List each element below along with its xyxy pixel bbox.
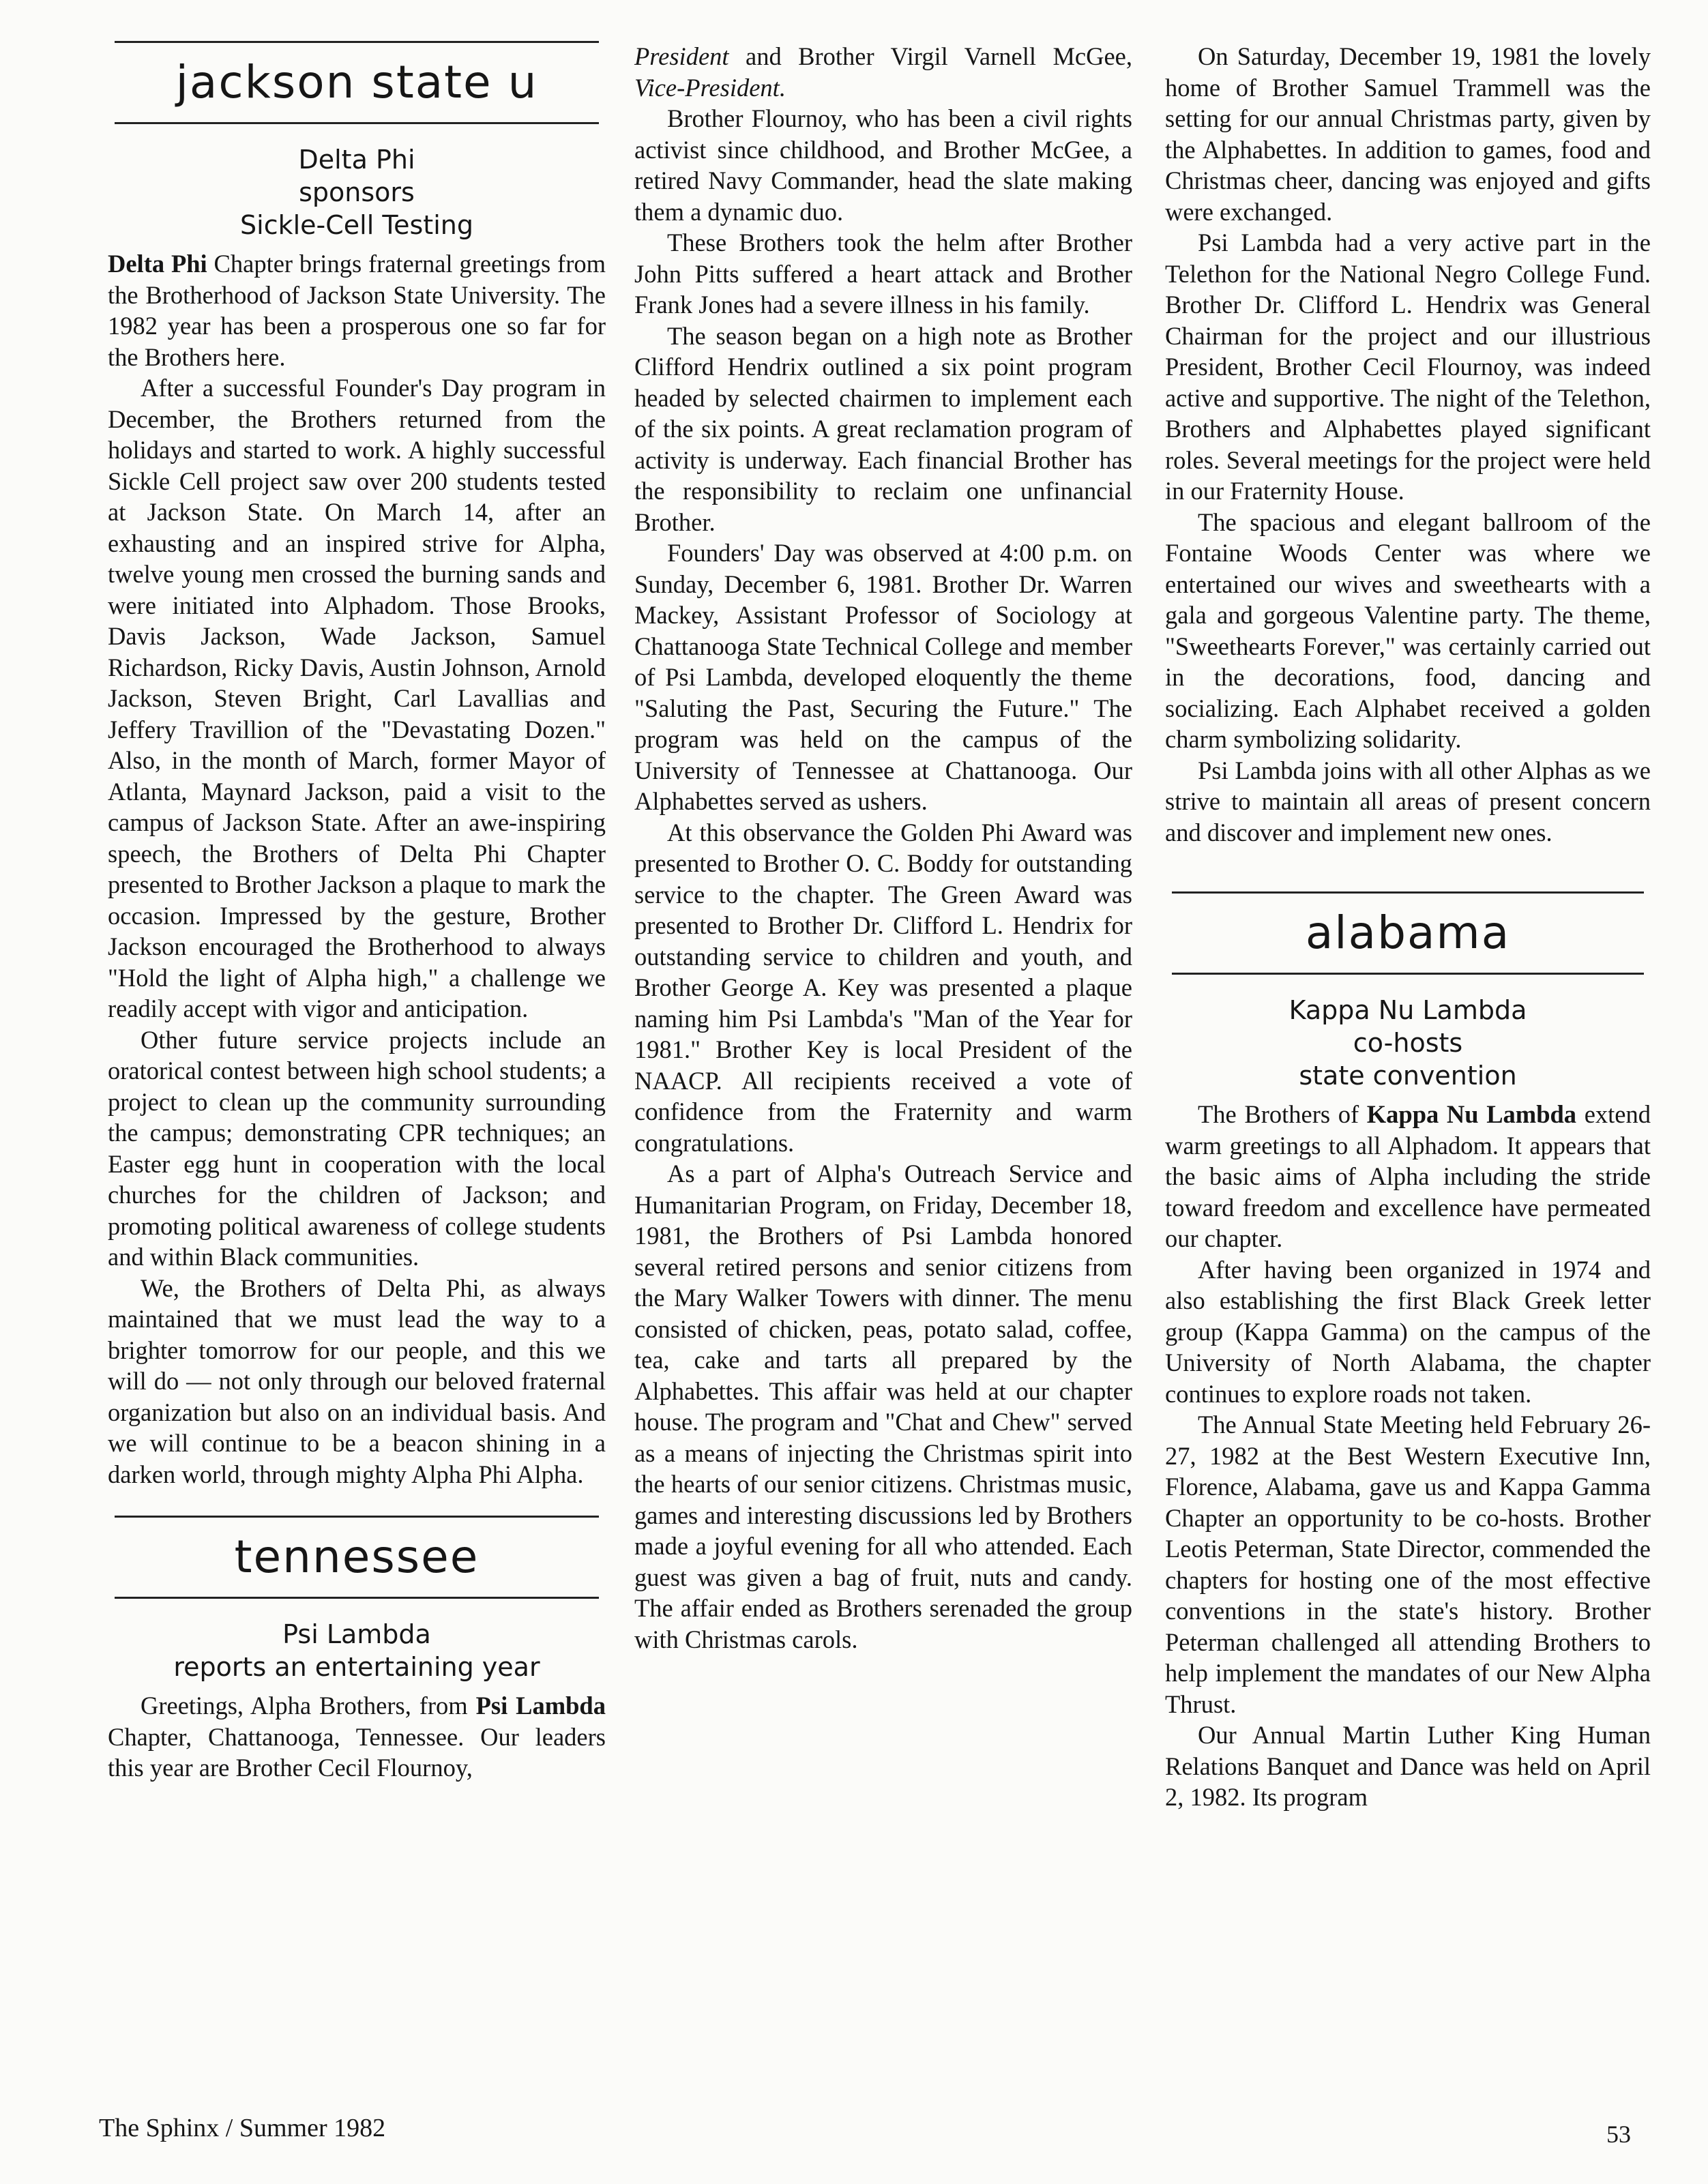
paragraph: Our Annual Martin Luther King Human Relations Banquet and Dance was held on April 2, 1982. Its program (1165, 1721, 1651, 1811)
headline-line: sponsors (299, 177, 415, 207)
paragraph-text: The Brothers of (1198, 1100, 1367, 1128)
headline-line: co-hosts (1353, 1028, 1463, 1058)
paragraph (108, 1690, 606, 1784)
chapter-name: Delta Phi (108, 250, 207, 278)
section-title-alabama: alabama (1305, 906, 1511, 959)
paragraph: Psi Lambda joins with all other Alphas as we strive to maintain all areas of present concern and discover and implement new ones. (1165, 756, 1651, 846)
paragraph: We, the Brothers of Delta Phi, as always maintained that we must lead the way to a brighter tomorrow for our people, and this we will do — not only through our beloved fraternal organization but also on an individual basis. And we will continue to be a beacon shining in a darken world, through mighty Alpha Phi Alpha. (108, 1273, 606, 1488)
headline-line: state convention (1299, 1061, 1517, 1091)
headline-psi-lambda (108, 1618, 606, 1683)
paragraph (1165, 1099, 1651, 1254)
section-rule (115, 1516, 599, 1518)
paragraph-text: Greetings, Alpha Brothers, from (141, 1692, 476, 1720)
paragraph-text: Chapter, Chattanooga, Tennessee. Our leaders this year are Brother Cecil Flournoy, (108, 1722, 606, 1782)
paragraph: At this observance the Golden Phi Award was presented to Brother O. C. Boddy for outstanding service to the chapter. The Green Award was presented to Brother Dr. Clifford L. Hendrix for outstanding service to children and youth, and Brother George A. Key was presented a plaque naming him Psi Lambda's "Man of the Year for 1981." Brother Key is local President of the NAACP. All recipients received a vote of confidence from the Fraternity and warm congratulations. (634, 818, 1132, 1157)
paragraph (108, 248, 606, 372)
paragraph-text: and Brother Virgil Varnell McGee, (728, 42, 1132, 70)
paragraph: The spacious and elegant ballroom of the Fontaine Woods Center was where we entertained our wives and sweethearts with a gala and gorgeous Valentine party. The theme, "Sweethearts Forever," was certainly carried out in the decorations, food, dancing and socializing. Each Alphabet received a golden charm symbolizing solidarity. (1165, 507, 1651, 753)
paragraph: On Saturday, December 19, 1981 the lovely home of Brother Samuel Trammell was the setting for our annual Christmas party, given by the Alphabettes. In addition to games, food and Christmas cheer, dancing was enjoyed and gifts were exchanged. (1165, 42, 1651, 226)
paragraph: After a successful Founder's Day program in December, the Brothers returned from the holidays and started to work. A highly successful Sickle Cell project saw over 200 students tested at Jackson State. On March 14, after an exhausting and an inspired strive for Alpha, twelve young men crossed the burning sands and were initiated into Alphadom. Those Brooks, Davis Jackson, Wade Jackson, Samuel Richardson, Ricky Davis, Austin Johnson, Arnold Jackson, Steven Bright, Carl Lavallias and Jeffery Travillion of the "Devastating Dozen." Also, in the month of March, former Mayor of Atlanta, Maynard Jackson, paid a visit to the campus of Jackson State. After an awe-inspiring speech, the Brothers of Delta Phi Chapter presented to Brother Jackson a plaque to mark the occasion. Impressed by the gesture, Brother Jackson encouraged the Brotherhood to always "Hold the light of Alpha high," a challenge we readily accept with vigor and anticipation. (108, 374, 606, 1022)
paragraph: The Annual State Meeting held February 26-27, 1982 at the Best Western Executive Inn, Florence, Alabama, gave us and Kappa Gamma Chapter an opportunity to be co-hosts. Brother Leotis Peterman, State Director, commended the chapters for hosting one of the most effective conventions in the state's history. Brother Peterman challenged all attending Brothers to help implement the mandates of our New Alpha Thrust. (1165, 1411, 1651, 1718)
column-2 (634, 41, 1132, 1655)
section-rule (115, 122, 599, 124)
chapter-name: Kappa Nu Lambda (1366, 1100, 1577, 1128)
section-title-tennessee: tennessee (234, 1531, 480, 1583)
page-number: 53 (1606, 2121, 1631, 2148)
publication-footer: The Sphinx / Summer 1982 (99, 2114, 386, 2142)
headline-kappa-nu-lambda (1165, 994, 1651, 1092)
section-rule (1172, 973, 1644, 975)
headline-line: reports an entertaining year (173, 1652, 540, 1682)
paragraph: Other future service projects include an oratorical contest between high school students; a project to clean up the community surrounding the campus; demonstrating CPR techniques; an Easter egg hunt in cooperation with the local churches for the children of Jackson; and promoting political awareness of college students and within Black communities. (108, 1025, 606, 1271)
paragraph: As a part of Alpha's Outreach Service and Humanitarian Program, on Friday, December 18, 1981, the Brothers of Psi Lambda honored several retired persons and senior citizens from the Mary Walker Towers with dinner. The menu consisted of chicken, peas, potato salad, coffee, tea, cake and tarts all prepared by the Alphabettes. This affair was held at our chapter house. The program and "Chat and Chew" served as a means of injecting the Christmas spirit into the hearts of our senior citizens. Christmas music, games and interesting discussions led by Brothers made a joyful evening for all who attended. Each guest was given a bag of fruit, nuts and candy. The affair ended as Brothers serenaded the group with Christmas carols. (634, 1160, 1132, 1653)
headline-line: Delta Phi (298, 145, 415, 175)
paragraph-text: extend warm greetings to all Alphadom. It appears that the basic aims of Alpha including the stride toward freedom and excellence have permeated our chapter. (1165, 1100, 1651, 1252)
paragraph-continued (634, 41, 1132, 103)
headline-line: Kappa Nu Lambda (1289, 995, 1527, 1025)
chapter-name: Psi Lambda (475, 1692, 606, 1720)
column-3 (1165, 41, 1651, 1813)
paragraph: Psi Lambda had a very active part in the Telethon for the National Negro College Fund. Brother Dr. Clifford L. Hendrix was General Chairman for the project and our illustrious President, Brother Cecil Flournoy, was indeed active and supportive. The night of the Telethon, Brothers and Alphabettes played significant roles. Several meetings for the project were held in our Fraternity House. (1165, 228, 1651, 505)
section-title-jackson-state: jackson state u (175, 56, 538, 108)
paragraph-text: Chapter brings fraternal greetings from the Brotherhood of Jackson State University. The 1982 year has been a prosperous one so far for the Brothers here. (108, 250, 606, 371)
section-rule (115, 1597, 599, 1599)
section-rule (115, 41, 599, 43)
role-title: President (634, 42, 729, 70)
role-title: Vice-President. (634, 73, 786, 102)
section-rule (1172, 891, 1644, 894)
headline-line: Sickle-Cell Testing (240, 210, 473, 240)
column-1 (108, 41, 606, 1784)
headline-line: Psi Lambda (282, 1619, 431, 1649)
headline-delta-phi (108, 143, 606, 241)
paragraph: The season began on a high note as Brother Clifford Hendrix outlined a six point program headed by selected chairmen to implement each of the six points. A great reclamation program of activity is underway. Each financial Brother has the responsibility to reclaim one unfinancial Brother. (634, 321, 1132, 536)
paragraph: Brother Flournoy, who has been a civil rights activist since childhood, and Brother McGee, a retired Navy Commander, head the slate making them a dynamic duo. (634, 104, 1132, 226)
paragraph: After having been organized in 1974 and also establishing the first Black Greek letter group (Kappa Gamma) on the campus of the University of North Alabama, the chapter continues to explore roads not taken. (1165, 1255, 1651, 1408)
paragraph: Founders' Day was observed at 4:00 p.m. on Sunday, December 6, 1981. Brother Dr. Warren Mackey, Assistant Professor of Sociology at Chattanooga State Technical College and member of Psi Lambda, developed eloquently the theme "Saluting the Past, Securing the Future." The program was held on the campus of the University of Tennessee at Chattanooga. Our Alphabettes served as ushers. (634, 539, 1132, 815)
paragraph: These Brothers took the helm after Brother John Pitts suffered a heart attack and Brother Frank Jones had a severe illness in his family. (634, 228, 1132, 319)
